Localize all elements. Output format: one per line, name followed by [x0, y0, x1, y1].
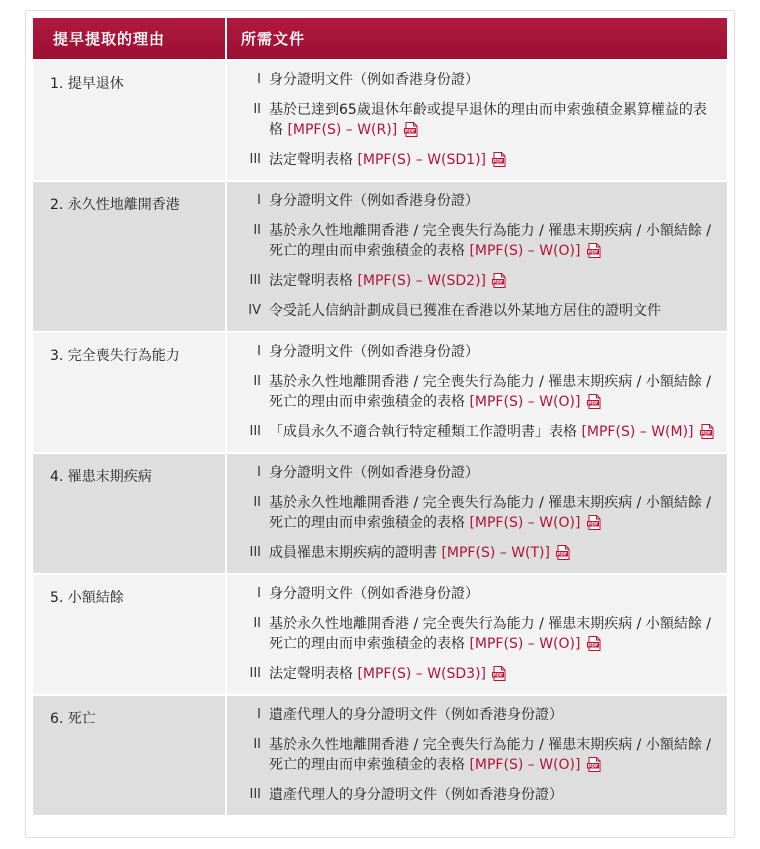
document-description: 基於已達到65歲退休年齡或提早退休的理由而申索強積金累算權益的表格 — [269, 102, 707, 138]
withdrawal-requirements-table — [33, 18, 727, 815]
document-text — [269, 342, 715, 362]
svg-text:PDF: PDF — [557, 552, 568, 558]
document-text — [269, 372, 715, 412]
document-number: III — [249, 152, 261, 167]
document-description: 基於永久性地離開香港 / 完全喪失行為能力 / 罹患末期疾病 / 小額結餘 / 死亡的理由而申索強積金的表格 — [269, 495, 712, 531]
document-text — [269, 463, 715, 483]
document-description: 遺產代理人的身分證明文件（例如香港身份證） — [269, 787, 563, 803]
document-text — [269, 191, 715, 211]
svg-text:PDF: PDF — [587, 643, 599, 649]
form-link[interactable]: [MPF(S) – W(O)] — [469, 757, 581, 773]
document-number: III — [249, 424, 261, 439]
document-text — [269, 543, 715, 563]
pdf-file-icon[interactable] — [556, 545, 570, 560]
document-item — [241, 543, 715, 563]
form-link[interactable]: [MPF(S) – W(SD1)] — [357, 152, 487, 168]
pdf-file-icon[interactable] — [492, 666, 506, 681]
document-text — [269, 221, 715, 261]
document-description: 身分證明文件（例如香港身份證） — [269, 72, 479, 88]
form-link[interactable]: [MPF(S) – W(T)] — [441, 545, 550, 561]
documents-column-header: 所需文件 — [227, 18, 727, 59]
document-item — [241, 70, 715, 90]
document-item — [241, 584, 715, 604]
document-description: 「成員永久不適合執行特定種類工作證明書」表格 — [269, 424, 582, 440]
document-number: I — [257, 707, 261, 722]
table-row — [33, 573, 727, 694]
document-number: III — [249, 273, 261, 288]
document-number: II — [253, 495, 261, 510]
svg-text:PDF: PDF — [587, 401, 599, 407]
document-item — [241, 664, 715, 684]
reason-cell: 6. 死亡 — [33, 694, 227, 815]
document-number: IV — [248, 303, 261, 318]
document-item — [241, 705, 715, 725]
svg-text:PDF: PDF — [404, 129, 415, 135]
documents-cell — [227, 59, 727, 180]
document-item — [241, 221, 715, 261]
document-number: I — [257, 72, 261, 87]
document-text — [269, 70, 715, 90]
document-text — [269, 735, 715, 775]
form-link[interactable]: [MPF(S) – W(SD3)] — [357, 666, 487, 682]
document-description: 法定聲明表格 — [269, 666, 358, 682]
document-item — [241, 493, 715, 533]
reason-cell: 1. 提早退休 — [33, 59, 227, 180]
document-description: 身分證明文件（例如香港身份證） — [269, 193, 479, 209]
document-item — [241, 342, 715, 362]
document-text — [269, 785, 715, 805]
document-number: I — [257, 465, 261, 480]
document-description: 法定聲明表格 — [269, 152, 358, 168]
documents-cell — [227, 573, 727, 694]
svg-text:PDF: PDF — [587, 250, 599, 256]
document-description: 基於永久性地離開香港 / 完全喪失行為能力 / 罹患末期疾病 / 小額結餘 / 死亡的理由而申索強積金的表格 — [269, 616, 712, 652]
document-text — [269, 150, 715, 170]
table-header-row — [33, 18, 727, 59]
svg-text:PDF: PDF — [587, 522, 599, 528]
reason-cell: 2. 永久性地離開香港 — [33, 180, 227, 331]
document-text — [269, 664, 715, 684]
reason-cell: 5. 小額結餘 — [33, 573, 227, 694]
document-number: II — [253, 374, 261, 389]
form-link[interactable]: [MPF(S) – W(O)] — [469, 243, 581, 259]
form-link[interactable]: [MPF(S) – W(O)] — [469, 515, 581, 531]
document-item — [241, 422, 715, 442]
document-number: II — [253, 737, 261, 752]
document-description: 基於永久性地離開香港 / 完全喪失行為能力 / 罹患末期疾病 / 小額結餘 / 死亡的理由而申索強積金的表格 — [269, 737, 712, 773]
document-text — [269, 493, 715, 533]
svg-text:PDF: PDF — [587, 764, 599, 770]
svg-text:PDF: PDF — [493, 280, 504, 286]
document-item — [241, 785, 715, 805]
document-item — [241, 191, 715, 211]
document-item — [241, 372, 715, 412]
pdf-file-icon[interactable] — [587, 515, 601, 530]
pdf-file-icon[interactable] — [587, 757, 601, 772]
table-row — [33, 59, 727, 180]
pdf-file-icon[interactable] — [404, 122, 418, 137]
document-number: I — [257, 586, 261, 601]
document-item — [241, 735, 715, 775]
document-text — [269, 100, 715, 140]
pdf-file-icon[interactable] — [587, 394, 601, 409]
pdf-file-icon[interactable] — [492, 273, 506, 288]
form-link[interactable]: [MPF(S) – W(O)] — [469, 394, 581, 410]
reason-column-header: 提早提取的理由 — [33, 18, 227, 59]
pdf-file-icon[interactable] — [700, 424, 714, 439]
form-link[interactable]: [MPF(S) – W(O)] — [469, 636, 581, 652]
document-number: II — [253, 616, 261, 631]
document-text — [269, 301, 715, 321]
document-item — [241, 614, 715, 654]
document-number: II — [253, 102, 261, 117]
document-description: 基於永久性地離開香港 / 完全喪失行為能力 / 罹患末期疾病 / 小額結餘 / 死亡的理由而申索強積金的表格 — [269, 223, 712, 259]
document-description: 成員罹患末期疾病的證明書 — [269, 545, 442, 561]
form-link[interactable]: [MPF(S) – W(R)] — [287, 122, 398, 138]
document-item — [241, 463, 715, 483]
form-link[interactable]: [MPF(S) – W(M)] — [581, 424, 694, 440]
table-row — [33, 331, 727, 452]
table-row — [33, 694, 727, 815]
document-description: 基於永久性地離開香港 / 完全喪失行為能力 / 罹患末期疾病 / 小額結餘 / 死亡的理由而申索強積金的表格 — [269, 374, 712, 410]
reason-cell: 4. 罹患末期疾病 — [33, 452, 227, 573]
document-description: 法定聲明表格 — [269, 273, 358, 289]
documents-cell — [227, 694, 727, 815]
pdf-file-icon[interactable] — [587, 636, 601, 651]
form-link[interactable]: [MPF(S) – W(SD2)] — [357, 273, 487, 289]
svg-text:PDF: PDF — [493, 673, 504, 679]
svg-text:PDF: PDF — [700, 431, 712, 437]
document-description: 身分證明文件（例如香港身份證） — [269, 344, 479, 360]
document-number: III — [249, 545, 261, 560]
document-description: 令受託人信納計劃成員已獲准在香港以外某地方居住的證明文件 — [269, 303, 661, 319]
documents-cell — [227, 331, 727, 452]
document-number: I — [257, 344, 261, 359]
document-item — [241, 100, 715, 140]
document-description: 身分證明文件（例如香港身份證） — [269, 586, 479, 602]
document-text — [269, 614, 715, 654]
reason-cell: 3. 完全喪失行為能力 — [33, 331, 227, 452]
document-number: I — [257, 193, 261, 208]
table-row — [33, 180, 727, 331]
document-number: III — [249, 666, 261, 681]
table-row — [33, 452, 727, 573]
document-text — [269, 422, 715, 442]
document-text — [269, 705, 715, 725]
pdf-file-icon[interactable] — [492, 152, 506, 167]
document-text — [269, 271, 715, 291]
document-text — [269, 584, 715, 604]
documents-cell — [227, 180, 727, 331]
pdf-file-icon[interactable] — [587, 243, 601, 258]
document-description: 身分證明文件（例如香港身份證） — [269, 465, 479, 481]
document-number: II — [253, 223, 261, 238]
document-item — [241, 301, 715, 321]
document-item — [241, 271, 715, 291]
document-item — [241, 150, 715, 170]
documents-cell — [227, 452, 727, 573]
svg-text:PDF: PDF — [493, 159, 504, 165]
document-description: 遺產代理人的身分證明文件（例如香港身份證） — [269, 707, 563, 723]
document-number: III — [249, 787, 261, 802]
